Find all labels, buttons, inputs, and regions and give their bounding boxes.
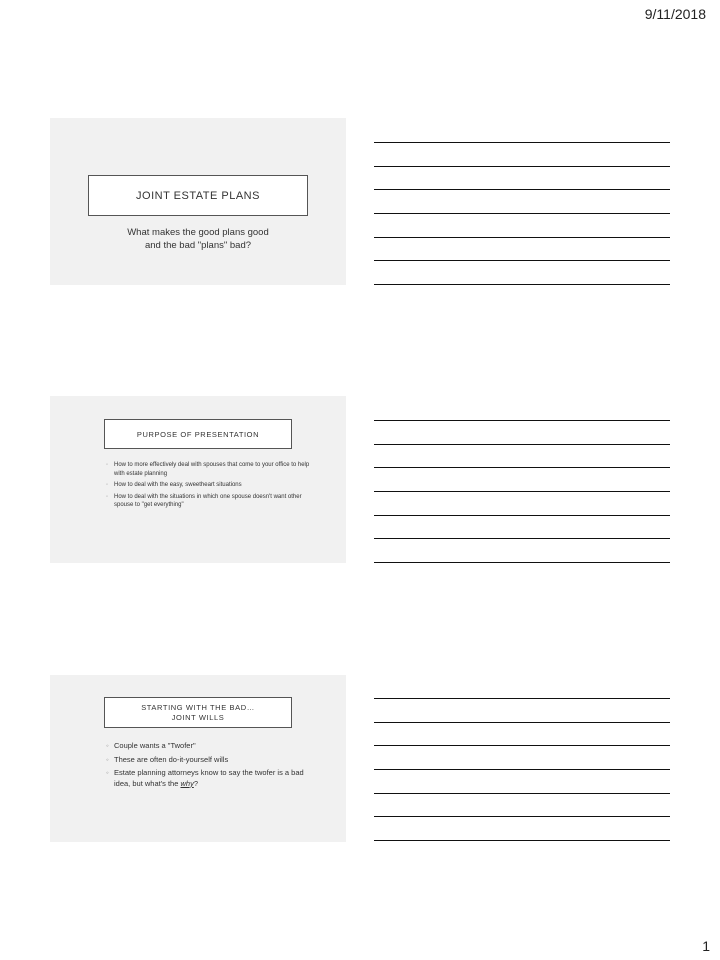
- note-line: [374, 745, 670, 746]
- note-line: [374, 698, 670, 699]
- page-date: 9/11/2018: [644, 6, 706, 22]
- note-line: [374, 467, 670, 468]
- note-line: [374, 722, 670, 723]
- note-line: [374, 213, 670, 214]
- bullet-icon: ◦: [106, 493, 109, 500]
- note-line: [374, 189, 670, 190]
- note-line: [374, 237, 670, 238]
- bullet-icon: ◦: [106, 462, 109, 468]
- note-line: [374, 420, 670, 421]
- bullet-list: [106, 461, 316, 513]
- bullet-item: ◦ How to more effectively deal with spouses that come to your office to help with estate planning: [106, 462, 310, 477]
- note-line: [374, 444, 670, 445]
- note-line: [374, 769, 670, 770]
- note-line: [374, 840, 670, 841]
- bullet-icon: ◦: [106, 768, 109, 777]
- slide-title: PURPOSE OF PRESENTATION: [104, 419, 292, 449]
- slide-thumbnail-3: [50, 675, 346, 842]
- why-emphasis: why: [180, 778, 194, 788]
- note-line: [374, 260, 670, 261]
- slide-thumbnail-2: [50, 396, 346, 563]
- subtitle-line: and the bad "plans" bad?: [144, 240, 252, 251]
- subtitle-line: What makes the good plans good: [127, 227, 269, 238]
- note-line: [374, 491, 670, 492]
- bullet-list: [106, 741, 316, 792]
- bullet-icon: ◦: [106, 754, 109, 764]
- note-line: [374, 816, 670, 817]
- title-line: JOINT WILLS: [171, 712, 225, 722]
- note-line: [374, 166, 670, 167]
- page-number: 1: [702, 938, 710, 954]
- bullet-item: ◦ How to deal with the easy, sweetheart situations: [106, 482, 242, 488]
- title-line: STARTING WITH THE BAD…: [141, 702, 255, 712]
- note-line: [374, 284, 670, 285]
- bullet-item: ◦ How to deal with the situations in which one spouse doesn't want other spouse to "get everything": [106, 493, 302, 508]
- note-line: [374, 538, 670, 539]
- bullet-item: ◦ These are often do-it-yourself wills: [106, 754, 229, 764]
- bullet-icon: ◦: [106, 741, 109, 750]
- bullet-icon: ◦: [106, 482, 109, 488]
- note-line: [374, 515, 670, 516]
- note-line: [374, 562, 670, 563]
- slide-thumbnail-1: [50, 118, 346, 285]
- note-line: [374, 793, 670, 794]
- slide-title: JOINT ESTATE PLANS: [88, 175, 308, 216]
- note-line: [374, 142, 670, 143]
- slide-title: [104, 697, 292, 728]
- bullet-item: ◦ Estate planning attorneys know to say the twofer is a bad idea, but what's the why?: [106, 768, 304, 788]
- slide-subtitle: [70, 226, 326, 252]
- bullet-item: ◦ Couple wants a "Twofer": [106, 741, 196, 750]
